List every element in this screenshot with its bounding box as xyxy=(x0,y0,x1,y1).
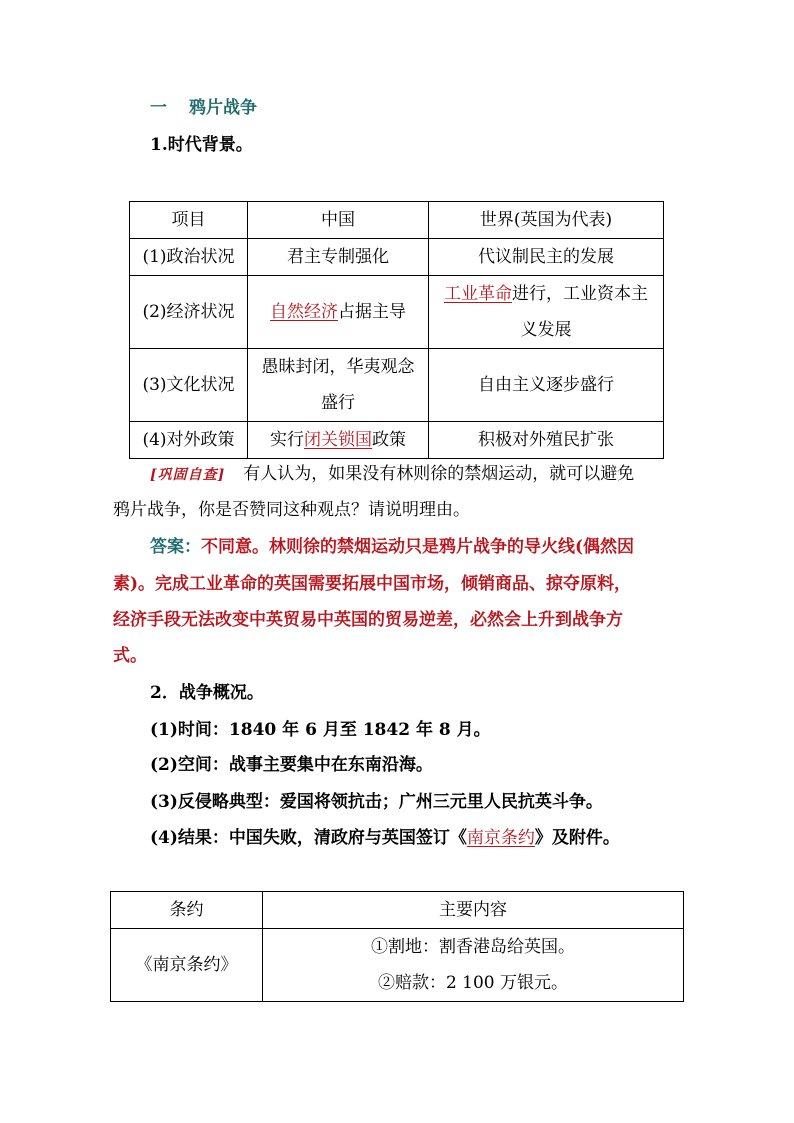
table-row xyxy=(130,349,664,422)
answer-line2: 素)。完成工业革命的英国需要拓展中国市场，倾销商品、掠夺原料， xyxy=(113,574,632,594)
row-label: (4)对外政策 xyxy=(130,422,248,459)
overview-typical: (3)反侵略典型：爱国将领抗击；广州三元里人民抗英斗争。 xyxy=(150,792,603,812)
row-label: (1)政治状况 xyxy=(130,239,248,276)
china-cell: 君主专制强化 xyxy=(248,239,429,276)
row-label: (3)文化状况 xyxy=(130,349,248,422)
treaty-table xyxy=(110,891,684,1002)
background-table xyxy=(129,201,664,459)
question-line2: 鸦片战争，你是否赞同这种观点？请说明理由。 xyxy=(113,500,470,520)
world-text-line2: 义发展 xyxy=(520,320,572,340)
keyword: 闭关锁国 xyxy=(304,430,372,450)
world-cell: 代议制民主的发展 xyxy=(429,239,664,276)
table-row xyxy=(111,929,684,1002)
section-heading xyxy=(150,98,257,118)
treaty-content-item: ①割地：割香港岛给英国。 xyxy=(371,937,575,957)
table-header-cell: 世界(英国为代表) xyxy=(429,202,664,239)
keyword: 南京条约 xyxy=(466,828,535,848)
section-number: 一 xyxy=(150,98,167,118)
table-header-row xyxy=(130,202,664,239)
answer-label: 答案： xyxy=(150,537,201,557)
treaty-content-item: ②赔款：2 100 万银元。 xyxy=(377,973,569,993)
question-line1: 有人认为，如果没有林则徐的禁烟运动，就可以避免 xyxy=(243,464,635,484)
table-row xyxy=(130,422,664,459)
table-header-row xyxy=(111,892,684,929)
world-cell: 积极对外殖民扩张 xyxy=(429,422,664,459)
table-header-cell: 项目 xyxy=(130,202,248,239)
section-title: 鸦片战争 xyxy=(189,98,257,118)
treaty-contents xyxy=(263,929,684,1002)
subheading-overview: 2．战争概况。 xyxy=(150,683,264,703)
row-label: (2)经济状况 xyxy=(130,276,248,349)
subheading-background: 1.时代背景。 xyxy=(150,135,253,155)
consolidate-question xyxy=(150,464,634,485)
world-cell: 自由主义逐步盛行 xyxy=(429,349,664,422)
keyword: 自然经济 xyxy=(270,302,338,322)
china-cell: 愚昧封闭，华夷观念 盛行 xyxy=(248,349,429,422)
answer-line3: 经济手段无法改变中英贸易中英国的贸易逆差，必然会上升到战争方 xyxy=(113,610,623,630)
table-header-cell: 中国 xyxy=(248,202,429,239)
overview-result: (4)结果：中国失败，清政府与英国签订《南京条约》及附件。 xyxy=(150,828,620,848)
answer-line1: 答案：不同意。林则徐的禁烟运动只是鸦片战争的导火线(偶然因 xyxy=(150,537,635,557)
treaty-name: 《南京条约》 xyxy=(111,929,263,1002)
world-text-line1: 进行，工业资本主 xyxy=(512,284,648,304)
china-cell: 自然经济占据主导 xyxy=(248,276,429,349)
table-header-cell: 主要内容 xyxy=(263,892,684,929)
overview-space: (2)空间：战事主要集中在东南沿海。 xyxy=(150,755,433,775)
china-cell: 实行闭关锁国政策 xyxy=(248,422,429,459)
overview-time: (1)时间：1840 年 6 月至 1842 年 8 月。 xyxy=(150,720,491,740)
table-row xyxy=(130,276,664,349)
table-row xyxy=(130,239,664,276)
keyword: 工业革命 xyxy=(444,284,512,304)
answer-line4: 式。 xyxy=(113,646,147,666)
consolidate-tag: [巩固自查] xyxy=(150,467,226,483)
table-header-cell: 条约 xyxy=(111,892,263,929)
world-cell xyxy=(429,276,664,349)
